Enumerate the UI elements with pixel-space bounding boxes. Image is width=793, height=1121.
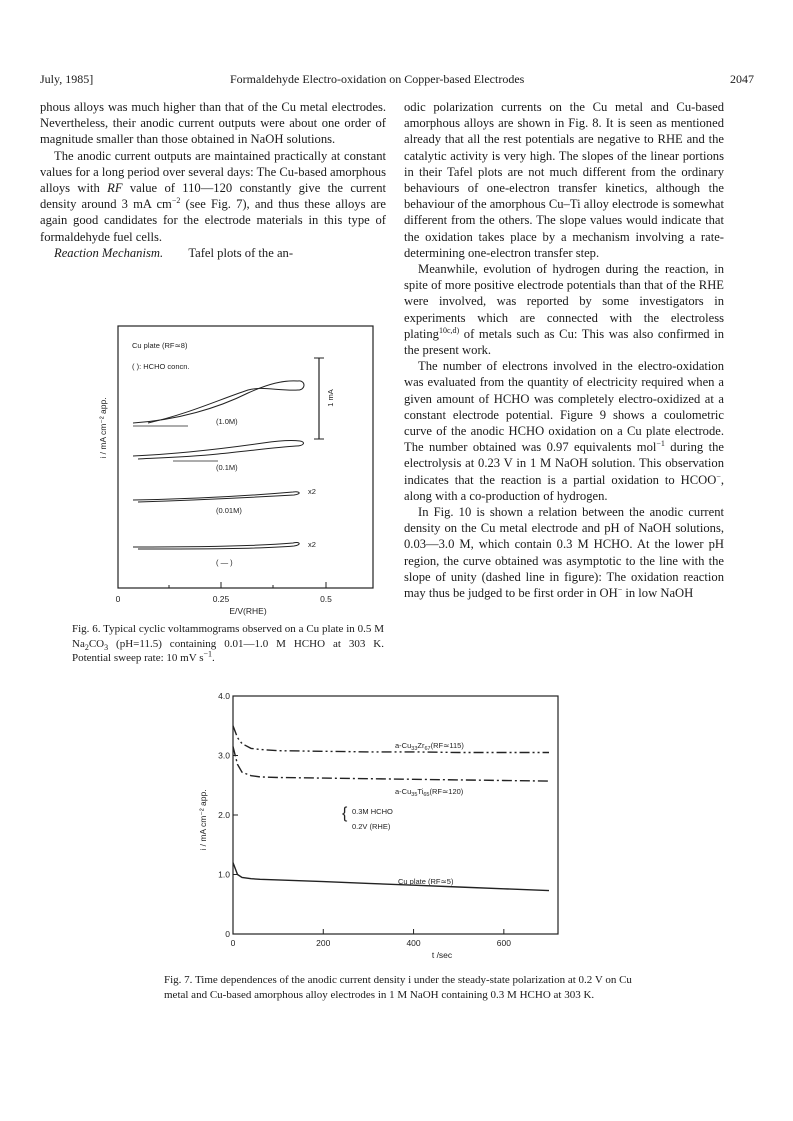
condition-label: 0.2V (RHE) (352, 822, 391, 831)
x-tick-label: 0.5 (320, 594, 332, 604)
curve-label: (0.01M) (216, 506, 242, 515)
right-column (404, 99, 724, 601)
x-tick-label: 200 (316, 938, 331, 948)
y-axis-label: i / mA cm⁻² app. (98, 397, 108, 459)
paragraph: phous alloys was much higher than that of the Cu metal electrodes. Nevertheless, their anodic current outputs were about one order of magnitude smaller than those obtained in NaOH solutions. (40, 100, 386, 147)
running-header-title: Formaldehyde Electro-oxidation on Copper-based Electrodes (230, 72, 525, 86)
series-label: Cu plate (RF≃5) (398, 877, 454, 886)
left-column (40, 99, 386, 261)
curve-label: (0.1M) (216, 463, 238, 472)
running-header-left: July, 1985] (40, 72, 94, 86)
multiplier-label: x2 (308, 540, 316, 549)
paragraph: The anodic current outputs are maintained practically at constant values for a long period over several days: The Cu-based amorphous alloys with RF value of 110—120 constantly give the current density around 3 mA $cm^{-2}$ (see Fig. 7), and thus these alloys are again good candidates for the electrode materials in this type of formaldehyde fuel cells. (40, 148, 386, 244)
y-tick-label: 3.0 (218, 750, 230, 761)
scale-bar-label: 1 mA (326, 389, 335, 407)
paragraph: The number of electrons involved in the electro-oxidation was evaluated from the quantity of electricity required when a given amount of HCHO was completely electro-oxidized at a constant electrode potential. Figure 9 shows a coulometric curve of the anodic HCHO oxidation on a Cu plate electrode. The number obtained was 0.97 equivalents mol$^{-1}$ during the electrolysis at 0.23 V in 1 M NaOH solution. This observation indicates that the reaction is a partial oxidation to HCOO−, along with a co-production of hydrogen. (404, 359, 724, 503)
y-tick-label: 4.0 (218, 691, 230, 701)
figure-7 (190, 690, 570, 965)
series-label: $a-Cu_{33}Zr_{67}(RF≃115)$ (395, 741, 464, 752)
legend-title: Cu plate (RF≃8) (132, 341, 188, 350)
y-tick-label: 0 (225, 929, 230, 939)
series-line (233, 863, 549, 891)
curve-label: (1.0M) (216, 417, 238, 426)
x-tick-label: 0 (115, 594, 121, 604)
x-tick-label: 0 (230, 938, 236, 948)
condition-brace: { (342, 805, 348, 822)
figure-6 (78, 318, 390, 618)
y-tick-label: 2.0 (218, 810, 230, 820)
section-heading: Reaction Mechanism. (54, 245, 164, 260)
x-tick-label: 600 (496, 938, 511, 948)
condition-label: 0.3M HCHO (352, 807, 393, 816)
plot-frame (233, 696, 558, 934)
y-axis-label: i / mA cm⁻² app. (198, 789, 208, 851)
y-tick-label: 1.0 (218, 869, 230, 880)
x-axis-label: E/V(RHE) (229, 606, 267, 616)
paragraph: Reaction Mechanism. Tafel plots of the an- (54, 245, 294, 260)
x-axis-label: t /sec (431, 950, 453, 960)
paragraph: In Fig. 10 is shown a relation between the anodic current density on the Cu metal electrode and pH of NaOH solutions, 0.03—3.0 M, which contain 0.3 M HCHO. At the lower pH region, the curve obtained was asymptotic to the line with the slope of unity (dashed line in figure): The oxidation reaction may thus be judged to be first order in OH− in low NaOH (404, 505, 724, 601)
figure-6-plot (78, 318, 390, 618)
figure-6-caption: Fig. 6. Typical cyclic voltammograms observed on a Cu plate in 0.5 M $Na_2CO_3$ (pH=11.5) containing 0.01—1.0 M HCHO at 303 K. Potential sweep rate: 10 mV $s^{-1}$. (72, 623, 384, 664)
series-label: $a-Cu_{35}Ti_{65}(RF≃120)$ (395, 787, 464, 798)
curve-label: ( — ) (216, 558, 233, 567)
legend-note: ( ): HCHO concn. (132, 362, 190, 371)
voltammogram-curve (133, 492, 299, 502)
multiplier-label: x2 (308, 487, 316, 496)
voltammogram-curve (133, 542, 299, 549)
series-line (233, 726, 549, 753)
paragraph: Meanwhile, evolution of hydrogen during the reaction, in spite of more positive electrode potentials than that of the RHE were involved, was reported by some investigators in experiments which are connected with the electroless plating$^{10c,d)}$ of metals such as Cu: This was also confirmed in the present work. (404, 262, 724, 358)
x-tick-label: 400 (406, 938, 421, 948)
paragraph: odic polarization currents on the Cu metal and Cu-based amorphous alloys are shown in Fig. 8. It is seen as mentioned already that all the rest potentials are negative to RHE and the catalytic activity is very high. The slopes of the linear portions in their Tafel plots are not much different from the ordinary behaviours of one-electron transfer kinetics, although the behaviour of the amorphous Cu–Ti alloy electrode is somewhat different from the others. The slope values would indicate that the oxidation takes place by a mechanism involving a rate-determining one-electron transfer step. (404, 100, 724, 260)
figure-7-plot (190, 690, 570, 965)
voltammogram-curve (138, 441, 303, 459)
figure-7-caption: Fig. 7. Time dependences of the anodic current density i under the steady-state polarization at 0.2 V on Cu metal and Cu-based amorphous alloy electrodes in 1 M NaOH containing 0.3 M HCHO at 303 K. (164, 974, 632, 1001)
x-tick-label: 0.25 (212, 594, 230, 604)
page-number: 2047 (730, 72, 754, 86)
